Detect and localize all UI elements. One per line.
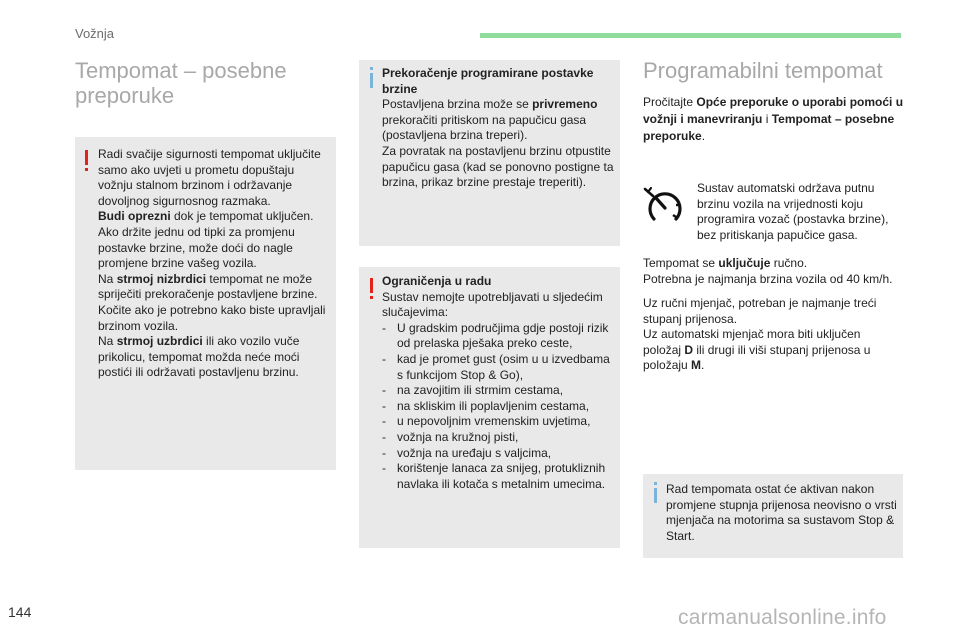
list-item: - vožnja na kružnoj pisti,	[382, 430, 617, 446]
watermark: carmanualsonline.info	[678, 606, 887, 629]
info-title: Prekoračenje programirane postavke brzine	[382, 66, 594, 96]
warning-intro: Radi svačije sigurnosti tempomat uključite samo ako uvjeti u prometu dopuštaju vožnju stalnom brzinom i održavanje dovoljnog sigurnosnog razmaka.	[98, 147, 321, 208]
list-item: - kad je promet gust (osim u u izvedbama s funkcijom Stop & Go),	[382, 352, 617, 383]
activation-text: Tempomat se uključuje ručno. Potrebna je najmanja brzina vozila od 40 km/h.	[643, 256, 905, 287]
info-line1: Postavljena brzina može se privremeno prekoračiti pritiskom na papučicu gasa (postavljena brzina treperi).	[382, 97, 598, 143]
page-number: 144	[8, 604, 32, 620]
page-title: Tempomat – posebne preporuke	[75, 58, 287, 108]
limits-title: Ograničenja u radu	[382, 274, 492, 288]
min-speed-text: Potrebna je najmanja brzina vozila od 40 km/h.	[643, 271, 893, 286]
note-text: Rad tempomata ostat će aktivan nakon promjene stupnja prijenosa neovisno o vrsti mjenjača na motorima sa sustavom Stop & Start.	[666, 482, 897, 543]
auto-gearbox-text: Uz automatski mjenjač mora biti uključen položaj D ili drugi ili viši stupanj prijenosa u položaju M.	[643, 327, 871, 373]
icon-description: Sustav automatski održava putnu brzinu vozila na vrijednosti koju programira vozač (postavka brzine), bez pritiskanja papučice gasa.	[697, 181, 889, 242]
limits-warning-icon	[370, 278, 373, 293]
info-icon	[370, 73, 373, 88]
header-accent-line	[480, 33, 901, 38]
warning-uphill: Na strmoj uzbrdici ili ako vozilo vuče prikolicu, tempomat možda neće moći postići ili održavati postavljenu brzinu.	[98, 334, 300, 380]
section-label: Vožnja	[75, 26, 115, 41]
warning-steep: Na strmoj nizbrdici tempomat ne može spriječiti prekoračenje postavljene brzine. Kočite ako je potrebno kako biste upravljali brzinom vozila.	[98, 271, 326, 333]
section-title: Programabilni tempomat	[643, 58, 883, 83]
list-item: - na skliskim ili poplavljenim cestama,	[382, 399, 617, 415]
manual-gearbox-text: Uz ručni mjenjač, potreban je najmanje treći stupanj prijenosa.	[643, 296, 877, 326]
reference-text: Pročitajte Opće preporuke o uporabi pomoći u vožnji i manevriranju i Tempomat – posebne preporuke.	[643, 95, 904, 143]
note-info-icon	[654, 488, 657, 503]
list-item: - korištenje lanaca za snijeg, protukliznih navlaka ili kotača s metalnim umecima.	[382, 461, 617, 492]
limits-text	[382, 274, 617, 492]
list-item: - u nepovoljnim vremenskim uvjetima,	[382, 414, 617, 430]
warning-icon	[85, 150, 88, 165]
list-item: - na zavojitim ili strmim cestama,	[382, 383, 617, 399]
gearbox-text	[643, 296, 883, 374]
info-text	[382, 66, 614, 191]
limits-intro: Sustav nemojte upotrebljavati u sljedećim slučajevima:	[382, 289, 603, 320]
info-line2: Za povratak na postavljenu brzinu otpustite papučicu gasa (kad se ponovno postigne ta brzina, prikaz brzine prestaje treperiti).	[382, 143, 614, 190]
warning-text	[98, 147, 330, 381]
list-item: - U gradskim područjima gdje postoji rizik od prelaska pješaka preko ceste,	[382, 321, 617, 352]
cruise-control-icon	[643, 186, 687, 230]
list-item: - vožnja na uređaju s valjcima,	[382, 446, 617, 462]
limits-list	[382, 321, 617, 493]
warning-downhill: Budi oprezni dok je tempomat uključen. Ako držite jednu od tipki za promjenu postavke brzine, može doći do nagle promjene brzine vašeg vozila.	[98, 209, 314, 271]
